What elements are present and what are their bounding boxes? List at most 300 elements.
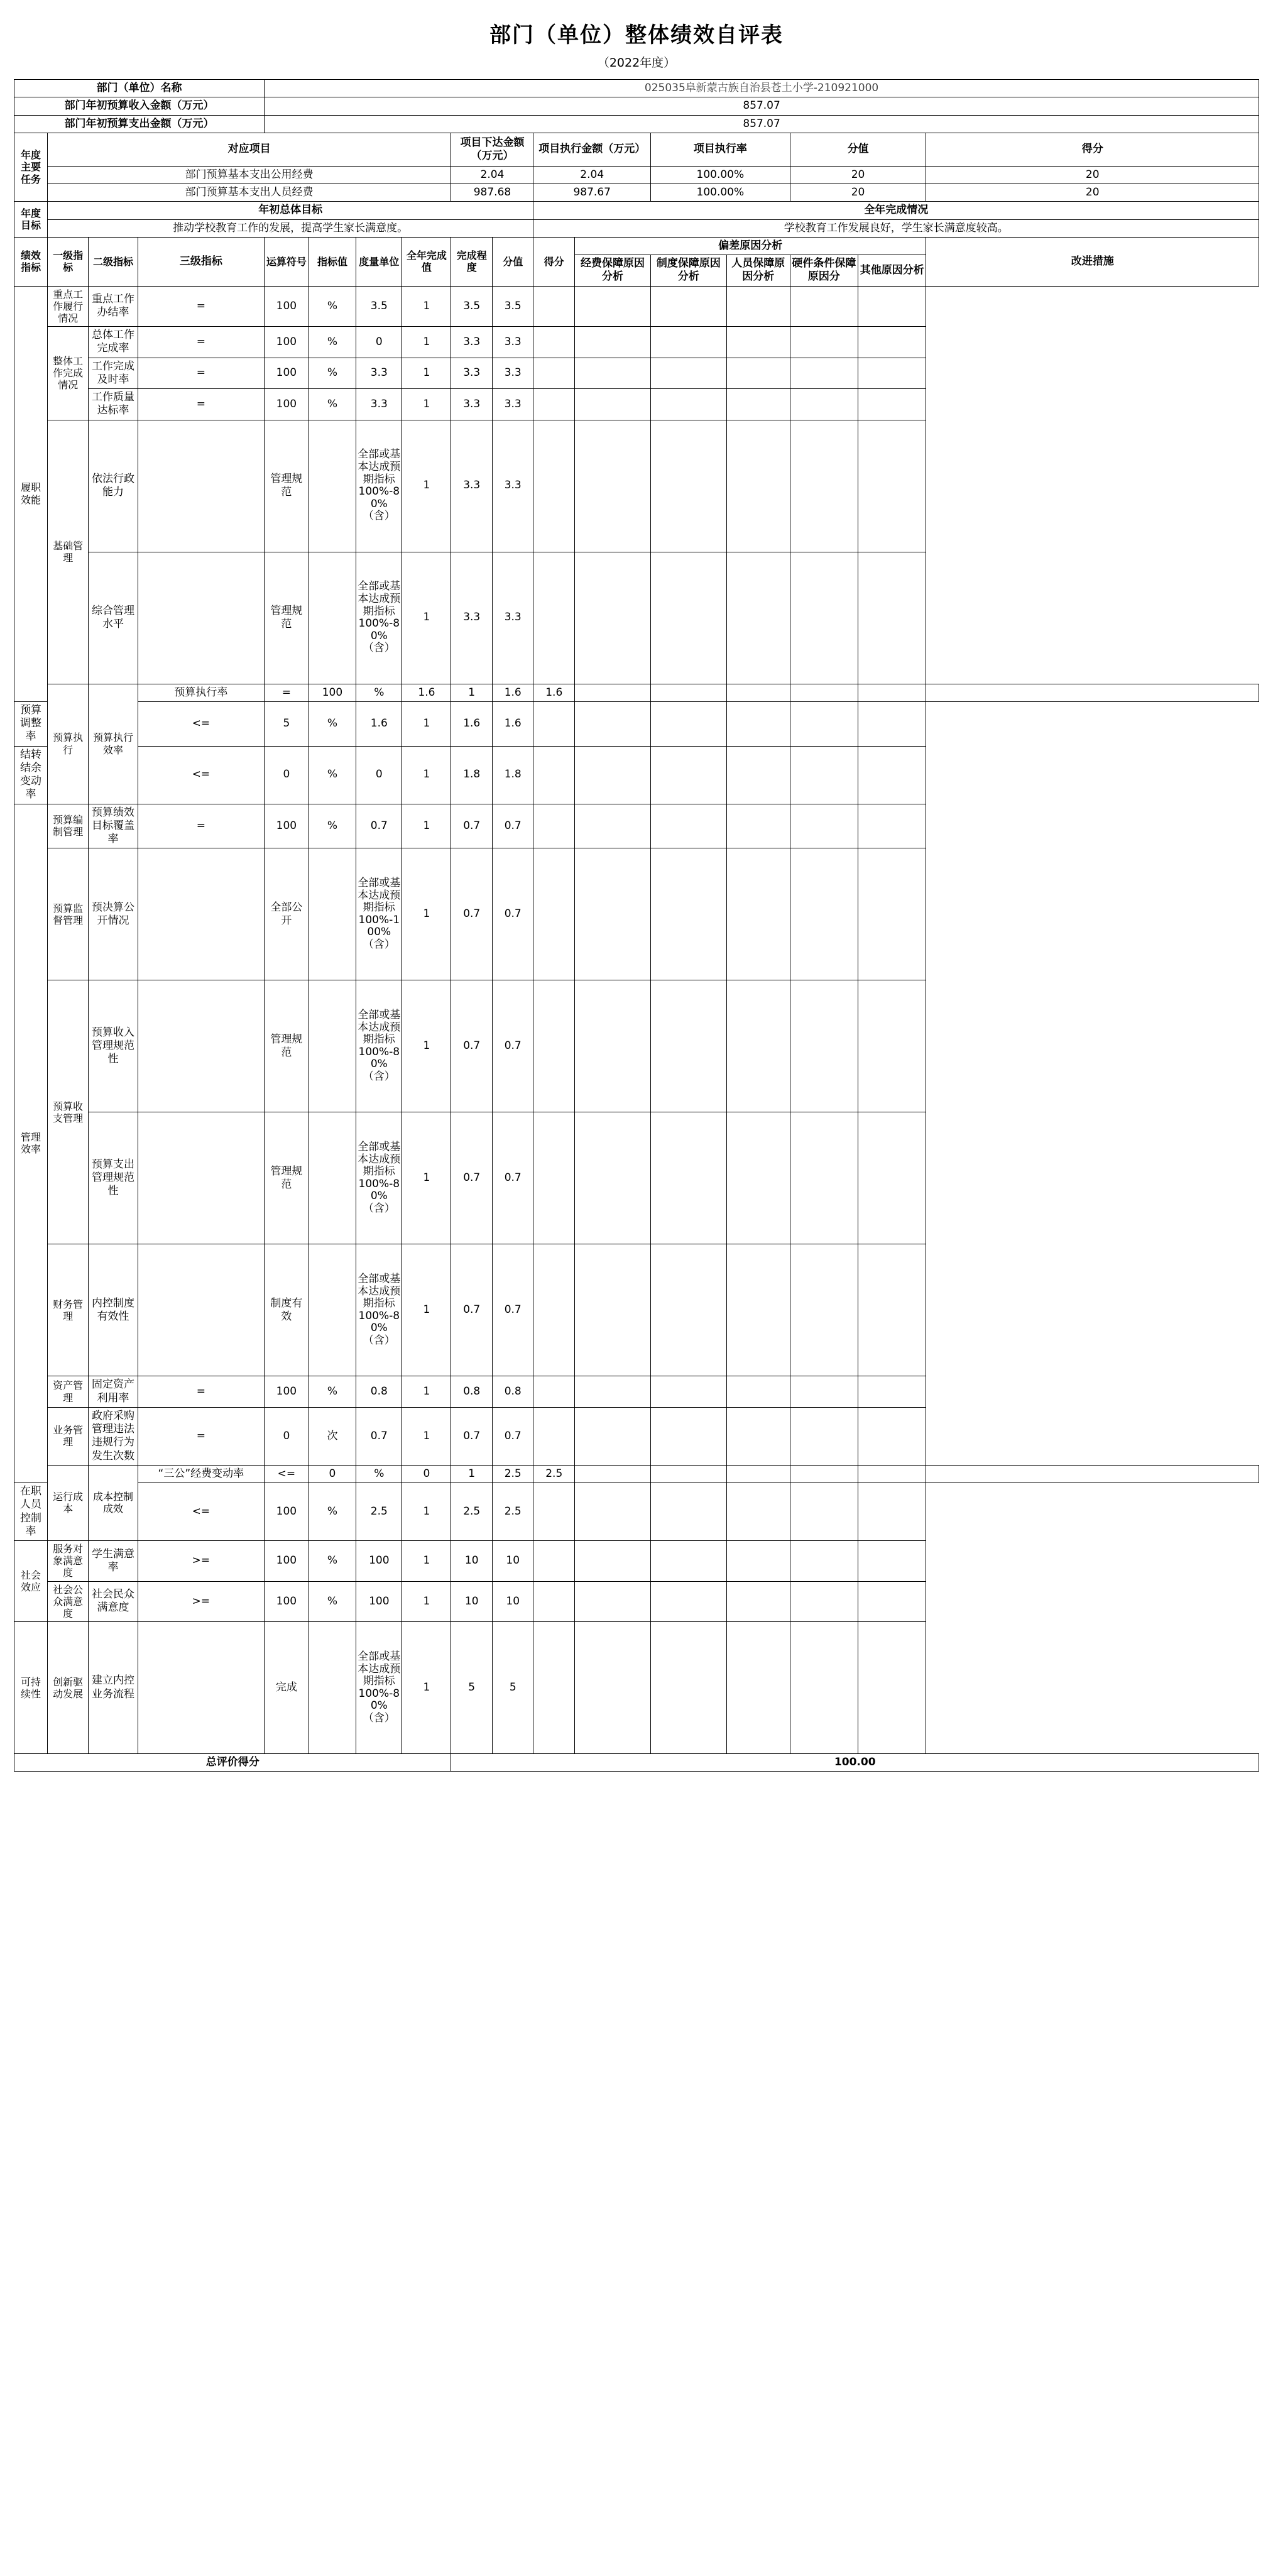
indicator-symbol: [138, 1622, 265, 1754]
indicator-degree: 1: [402, 286, 451, 327]
th-target: 指标值: [309, 237, 356, 286]
deviation-system: [575, 552, 651, 684]
deviation-hardware: [726, 1541, 790, 1582]
th-ind-score: 得分: [533, 237, 575, 286]
deviation-funding: [533, 804, 575, 848]
th-deviation-group: 偏差原因分析: [575, 237, 926, 255]
indicator-unit: %: [309, 701, 356, 746]
indicator-level3: 总体工作完成率: [89, 327, 138, 358]
indicator-row: [14, 1581, 1259, 1622]
indicator-row: [14, 1376, 1259, 1408]
th-unit: 度量单位: [356, 237, 402, 286]
deviation-system: [575, 286, 651, 327]
indicator-actual: 0.7: [356, 804, 402, 848]
deviation-hardware: [726, 358, 790, 389]
deviation-system: [575, 848, 651, 980]
indicator-section-label: 绩效指标: [14, 237, 48, 286]
indicator-level3: 预算收入管理规范性: [89, 980, 138, 1112]
indicator-score-value: 1.8: [451, 746, 493, 804]
deviation-other: [790, 1376, 858, 1408]
th-executed-amount: 项目执行金额（万元）: [533, 133, 650, 166]
total-label: 总评价得分: [14, 1754, 451, 1772]
indicator-level2: 预算执行效率: [89, 684, 138, 804]
indicator-symbol: =: [138, 327, 265, 358]
indicator-degree: 1: [402, 552, 451, 684]
indicator-row: [14, 552, 1259, 684]
indicator-degree: 1: [451, 684, 493, 701]
indicator-target: 5: [265, 701, 309, 746]
page-subtitle: （2022年度）: [597, 56, 676, 70]
indicator-target: 管理规范: [265, 1112, 309, 1244]
improvement-measure: [858, 746, 926, 804]
deviation-hardware: [726, 701, 790, 746]
indicator-score-value: 1.6: [451, 701, 493, 746]
deviation-staff: [650, 804, 726, 848]
indicator-unit: [309, 848, 356, 980]
indicator-score-value: 0.7: [451, 1244, 493, 1376]
improvement-measure: [858, 389, 926, 420]
annual-goal-content-row: [14, 219, 1259, 237]
indicator-symbol: >=: [138, 1541, 265, 1582]
deviation-system: [575, 1407, 651, 1465]
deviation-other: [790, 1244, 858, 1376]
indicator-actual: 0: [356, 327, 402, 358]
indicator-target: 100: [265, 1483, 309, 1541]
indicator-target: 100: [265, 1581, 309, 1622]
deviation-hardware: [726, 389, 790, 420]
indicator-level3: 工作完成及时率: [89, 358, 138, 389]
indicator-level3: 预算绩效目标覆盖率: [89, 804, 138, 848]
deviation-staff: [650, 327, 726, 358]
deviation-staff: [650, 848, 726, 980]
th-level2: 二级指标: [89, 237, 138, 286]
deviation-system: [575, 358, 651, 389]
deviation-staff: [650, 701, 726, 746]
page-title: 部门（单位）整体绩效自评表: [489, 23, 784, 48]
indicator-target: 0: [265, 1407, 309, 1465]
indicator-target: 100: [265, 286, 309, 327]
indicator-level1: 管理效率: [14, 804, 48, 1483]
indicator-degree: 1: [402, 1244, 451, 1376]
indicator-level2: 资产管理: [47, 1376, 89, 1408]
indicator-symbol: =: [138, 389, 265, 420]
indicator-degree: 1: [402, 1407, 451, 1465]
th-score-value: 分值: [790, 133, 926, 166]
indicator-score: 0.7: [492, 848, 533, 980]
improvement-measure: [858, 552, 926, 684]
task-executed: 2.04: [533, 166, 650, 184]
indicator-actual: 1.6: [402, 684, 451, 701]
deviation-staff: [650, 1622, 726, 1754]
deviation-other: [790, 1112, 858, 1244]
deviation-staff: [650, 980, 726, 1112]
annual-task-row-1: [14, 166, 1259, 184]
improvement-measure: [858, 327, 926, 358]
indicator-symbol: =: [138, 1407, 265, 1465]
deviation-hardware: [726, 1244, 790, 1376]
deviation-system: [575, 1622, 651, 1754]
budget-income-label: 部门年初预算收入金额（万元）: [14, 97, 265, 115]
indicator-unit: 次: [309, 1407, 356, 1465]
deviation-staff: [650, 389, 726, 420]
indicator-row: [14, 1244, 1259, 1376]
indicator-target: 0: [265, 746, 309, 804]
deviation-funding: [533, 286, 575, 327]
indicator-unit: %: [309, 804, 356, 848]
deviation-funding: [533, 1407, 575, 1465]
indicator-symbol: [138, 980, 265, 1112]
deviation-hardware: [726, 746, 790, 804]
deviation-system: [575, 1541, 651, 1582]
indicator-degree: 1: [402, 389, 451, 420]
indicator-score-value: 2.5: [492, 1465, 533, 1483]
indicator-target: 100: [265, 1541, 309, 1582]
indicator-degree: 1: [402, 327, 451, 358]
deviation-other: [790, 746, 858, 804]
th-improvement: 改进措施: [926, 237, 1259, 286]
indicator-row: [14, 1483, 1259, 1541]
indicator-symbol: <=: [138, 1483, 265, 1541]
indicator-symbol: >=: [138, 1581, 265, 1622]
th-level1: 一级指标: [47, 237, 89, 286]
annual-tasks-header-row: [14, 133, 1259, 166]
deviation-funding: [533, 746, 575, 804]
deviation-other: [790, 804, 858, 848]
indicator-score: 0.7: [492, 1112, 533, 1244]
deviation-funding: [533, 1622, 575, 1754]
indicator-score: 0.7: [492, 804, 533, 848]
improvement-measure: [926, 684, 1259, 701]
task-score-value: 20: [790, 184, 926, 202]
indicator-unit: %: [309, 358, 356, 389]
indicator-actual: 全部或基本达成预期指标100%-80%（含）: [356, 1622, 402, 1754]
deviation-funding: [575, 684, 651, 701]
indicator-unit: [309, 1244, 356, 1376]
indicator-level3: 工作质量达标率: [89, 389, 138, 420]
indicator-score: 3.3: [492, 552, 533, 684]
deviation-staff: [650, 358, 726, 389]
th-execution-rate: 项目执行率: [650, 133, 790, 166]
deviation-staff: [650, 1581, 726, 1622]
deviation-staff: [650, 1112, 726, 1244]
indicator-level3: 内控制度有效性: [89, 1244, 138, 1376]
indicator-unit: [309, 1112, 356, 1244]
indicator-score: 1.6: [492, 701, 533, 746]
indicator-level3: 重点工作办结率: [89, 286, 138, 327]
completion-status-text: 学校教育工作发展良好，学生家长满意度较高。: [533, 219, 1259, 237]
indicator-level3: 固定资产利用率: [89, 1376, 138, 1408]
th-dev-other: 其他原因分析: [858, 255, 926, 287]
indicator-header-row-1: [14, 237, 1259, 255]
deviation-other: [790, 980, 858, 1112]
improvement-measure: [858, 980, 926, 1112]
indicator-row: [14, 1541, 1259, 1582]
indicator-degree: 1: [451, 1465, 493, 1483]
deviation-staff: [726, 684, 790, 701]
th-ind-score-value: 分值: [492, 237, 533, 286]
deviation-system: [575, 1112, 651, 1244]
deviation-staff: [650, 1244, 726, 1376]
indicator-score: 0.7: [492, 980, 533, 1112]
indicator-score-value: 3.3: [451, 327, 493, 358]
indicator-score: 0.7: [492, 1244, 533, 1376]
indicator-score: 3.3: [492, 389, 533, 420]
deviation-staff: [650, 1541, 726, 1582]
indicator-level3: “三公”经费变动率: [138, 1465, 265, 1483]
indicator-score-value: 0.7: [451, 1407, 493, 1465]
indicator-actual: 全部或基本达成预期指标100%-80%（含）: [356, 420, 402, 552]
deviation-staff: [650, 1376, 726, 1408]
indicator-symbol: [138, 420, 265, 552]
annual-goal-header-row: [14, 202, 1259, 219]
deviation-other: [858, 1465, 926, 1483]
indicator-row: [14, 804, 1259, 848]
deviation-hardware: [726, 1581, 790, 1622]
indicator-unit: %: [356, 1465, 402, 1483]
th-level3: 三级指标: [138, 237, 265, 286]
indicator-target: 100: [265, 804, 309, 848]
indicator-unit: %: [309, 1376, 356, 1408]
deviation-staff: [650, 746, 726, 804]
indicator-symbol: <=: [138, 746, 265, 804]
annual-task-row-2: [14, 184, 1259, 202]
indicator-row: [14, 746, 1259, 804]
th-degree: 完成程度: [451, 237, 493, 286]
indicator-unit: %: [309, 1483, 356, 1541]
task-project: 部门预算基本支出公用经费: [47, 166, 451, 184]
unit-name-label: 部门（单位）名称: [14, 80, 265, 97]
performance-table: [14, 79, 1259, 1772]
indicator-degree: 1: [402, 1622, 451, 1754]
indicator-score: 3.5: [492, 286, 533, 327]
task-score-value: 20: [790, 166, 926, 184]
deviation-system: [575, 1483, 651, 1541]
indicator-row: [14, 286, 1259, 327]
indicator-score: 2.5: [533, 1465, 575, 1483]
total-row: [14, 1754, 1259, 1772]
indicator-degree: 1: [402, 420, 451, 552]
indicator-degree: 1: [402, 1376, 451, 1408]
improvement-measure: [858, 804, 926, 848]
indicator-level3: 依法行政能力: [89, 420, 138, 552]
th-dev-hardware: 硬件条件保障原因分: [790, 255, 858, 287]
th-dev-system: 制度保障原因分析: [650, 255, 726, 287]
budget-expense-label: 部门年初预算支出金额（万元）: [14, 115, 265, 133]
deviation-hardware: [726, 1407, 790, 1465]
deviation-funding: [575, 1465, 651, 1483]
improvement-measure: [858, 701, 926, 746]
indicator-symbol: =: [138, 358, 265, 389]
task-issued: 2.04: [451, 166, 533, 184]
indicator-row: [14, 701, 1259, 746]
deviation-other: [790, 420, 858, 552]
indicator-score-value: 3.3: [451, 358, 493, 389]
indicator-target: 全部公开: [265, 848, 309, 980]
indicator-target: 100: [265, 1376, 309, 1408]
improvement-measure: [858, 420, 926, 552]
indicator-level1: 可持续性: [14, 1622, 48, 1754]
improvement-measure: [858, 1483, 926, 1541]
indicator-actual: 全部或基本达成预期指标100%-80%（含）: [356, 552, 402, 684]
deviation-system: [575, 804, 651, 848]
indicator-row: [14, 1407, 1259, 1465]
deviation-system: [575, 420, 651, 552]
indicator-target: 完成: [265, 1622, 309, 1754]
indicator-actual: 全部或基本达成预期指标100%-100%（含）: [356, 848, 402, 980]
indicator-degree: 1: [402, 1581, 451, 1622]
deviation-funding: [533, 701, 575, 746]
task-score: 20: [926, 166, 1259, 184]
indicator-degree: 1: [402, 701, 451, 746]
indicator-symbol: =: [265, 684, 309, 701]
indicator-score: 1.6: [533, 684, 575, 701]
budget-expense-row: [14, 115, 1259, 133]
indicator-level1: 预算执行: [47, 684, 89, 804]
th-actual: 全年完成值: [402, 237, 451, 286]
indicator-score-value: 3.3: [451, 389, 493, 420]
indicator-score-value: 0.7: [451, 804, 493, 848]
deviation-other: [790, 848, 858, 980]
deviation-other: [790, 1407, 858, 1465]
budget-income-row: [14, 97, 1259, 115]
deviation-funding: [533, 420, 575, 552]
deviation-other: [790, 701, 858, 746]
indicator-degree: 1: [402, 1112, 451, 1244]
unit-name-row: [14, 80, 1259, 97]
indicator-symbol: <=: [265, 1465, 309, 1483]
th-initial-goal: 年初总体目标: [47, 202, 533, 219]
deviation-other: [790, 1622, 858, 1754]
task-project: 部门预算基本支出人员经费: [47, 184, 451, 202]
indicator-symbol: [138, 1244, 265, 1376]
indicator-level2: 预算监督管理: [47, 848, 89, 980]
indicator-score-value: 3.5: [451, 286, 493, 327]
indicator-target: 100: [265, 389, 309, 420]
deviation-staff: [650, 286, 726, 327]
task-rate: 100.00%: [650, 166, 790, 184]
indicator-row: [14, 358, 1259, 389]
indicator-row: [14, 327, 1259, 358]
indicator-degree: 1: [402, 848, 451, 980]
indicator-score-value: 0.7: [451, 1112, 493, 1244]
deviation-other: [858, 684, 926, 701]
indicator-row: [14, 848, 1259, 980]
deviation-other: [790, 1581, 858, 1622]
task-issued: 987.68: [451, 184, 533, 202]
th-dev-staff: 人员保障原因分析: [726, 255, 790, 287]
indicator-score-value: 10: [451, 1541, 493, 1582]
indicator-level2: 重点工作履行情况: [47, 286, 89, 327]
indicator-level1: 履职效能: [14, 286, 48, 701]
deviation-staff: [650, 1407, 726, 1465]
deviation-system: [575, 1376, 651, 1408]
improvement-measure: [858, 1244, 926, 1376]
indicator-score: 3.3: [492, 327, 533, 358]
indicator-target: 100: [309, 684, 356, 701]
unit-name-value: 025035阜新蒙古族自治县苍土小学-210921000: [265, 80, 1259, 97]
indicator-row: [14, 420, 1259, 552]
indicator-unit: %: [309, 286, 356, 327]
indicator-unit: %: [356, 684, 402, 701]
indicator-target: 制度有效: [265, 1244, 309, 1376]
improvement-measure: [858, 1581, 926, 1622]
budget-expense-value: 857.07: [265, 115, 1259, 133]
indicator-level2: 创新驱动发展: [47, 1622, 89, 1754]
indicator-level2: 成本控制成效: [89, 1465, 138, 1540]
indicator-score: 5: [492, 1622, 533, 1754]
deviation-funding: [533, 1483, 575, 1541]
deviation-staff: [650, 552, 726, 684]
indicator-unit: %: [309, 746, 356, 804]
indicator-target: 0: [309, 1465, 356, 1483]
deviation-staff: [650, 1483, 726, 1541]
deviation-system: [650, 1465, 726, 1483]
total-value: 100.00: [451, 1754, 1259, 1772]
indicator-unit: [309, 552, 356, 684]
deviation-funding: [533, 1541, 575, 1582]
indicator-target: 100: [265, 327, 309, 358]
indicator-actual: 3.3: [356, 389, 402, 420]
indicator-score: 0.7: [492, 1407, 533, 1465]
th-symbol: 运算符号: [265, 237, 309, 286]
indicator-level3: 建立内控业务流程: [89, 1622, 138, 1754]
indicator-level2: 服务对象满意度: [47, 1541, 89, 1582]
deviation-funding: [533, 327, 575, 358]
indicator-score-value: 5: [451, 1622, 493, 1754]
indicator-degree: 1: [402, 746, 451, 804]
indicator-level2: 预算收支管理: [47, 980, 89, 1244]
indicator-degree: 1: [402, 1541, 451, 1582]
indicator-row: [14, 389, 1259, 420]
deviation-funding: [533, 848, 575, 980]
indicator-actual: 全部或基本达成预期指标100%-80%（含）: [356, 980, 402, 1112]
improvement-measure: [858, 848, 926, 980]
indicator-actual: 全部或基本达成预期指标100%-80%（含）: [356, 1112, 402, 1244]
improvement-measure: [858, 1376, 926, 1408]
indicator-degree: 1: [402, 804, 451, 848]
deviation-funding: [533, 1112, 575, 1244]
indicator-row: [14, 1112, 1259, 1244]
indicator-level3: 预算执行率: [138, 684, 265, 701]
indicator-level2: 财务管理: [47, 1244, 89, 1376]
annual-tasks-row-label: 年度主要任务: [14, 133, 48, 202]
indicator-level2: 业务管理: [47, 1407, 89, 1465]
indicator-actual: 0: [356, 746, 402, 804]
deviation-system: [575, 389, 651, 420]
indicator-target: 100: [265, 358, 309, 389]
indicator-row: [14, 1622, 1259, 1754]
th-score: 得分: [926, 133, 1259, 166]
indicator-score: 3.3: [492, 420, 533, 552]
indicator-actual: 0.8: [356, 1376, 402, 1408]
deviation-hardware: [726, 327, 790, 358]
indicator-row: [14, 684, 1259, 701]
task-score: 20: [926, 184, 1259, 202]
indicator-actual: 3.3: [356, 358, 402, 389]
indicator-score: 1.8: [492, 746, 533, 804]
indicator-score: 10: [492, 1581, 533, 1622]
indicator-level2: 基础管理: [47, 420, 89, 684]
th-completion-status: 全年完成情况: [533, 202, 1259, 219]
indicator-level2: 整体工作完成情况: [47, 327, 89, 420]
deviation-hardware: [726, 1112, 790, 1244]
indicator-level3: 结转结余变动率: [14, 746, 48, 804]
deviation-funding: [533, 358, 575, 389]
indicator-unit: %: [309, 327, 356, 358]
indicator-row: [14, 980, 1259, 1112]
indicator-symbol: =: [138, 804, 265, 848]
indicator-unit: [309, 980, 356, 1112]
